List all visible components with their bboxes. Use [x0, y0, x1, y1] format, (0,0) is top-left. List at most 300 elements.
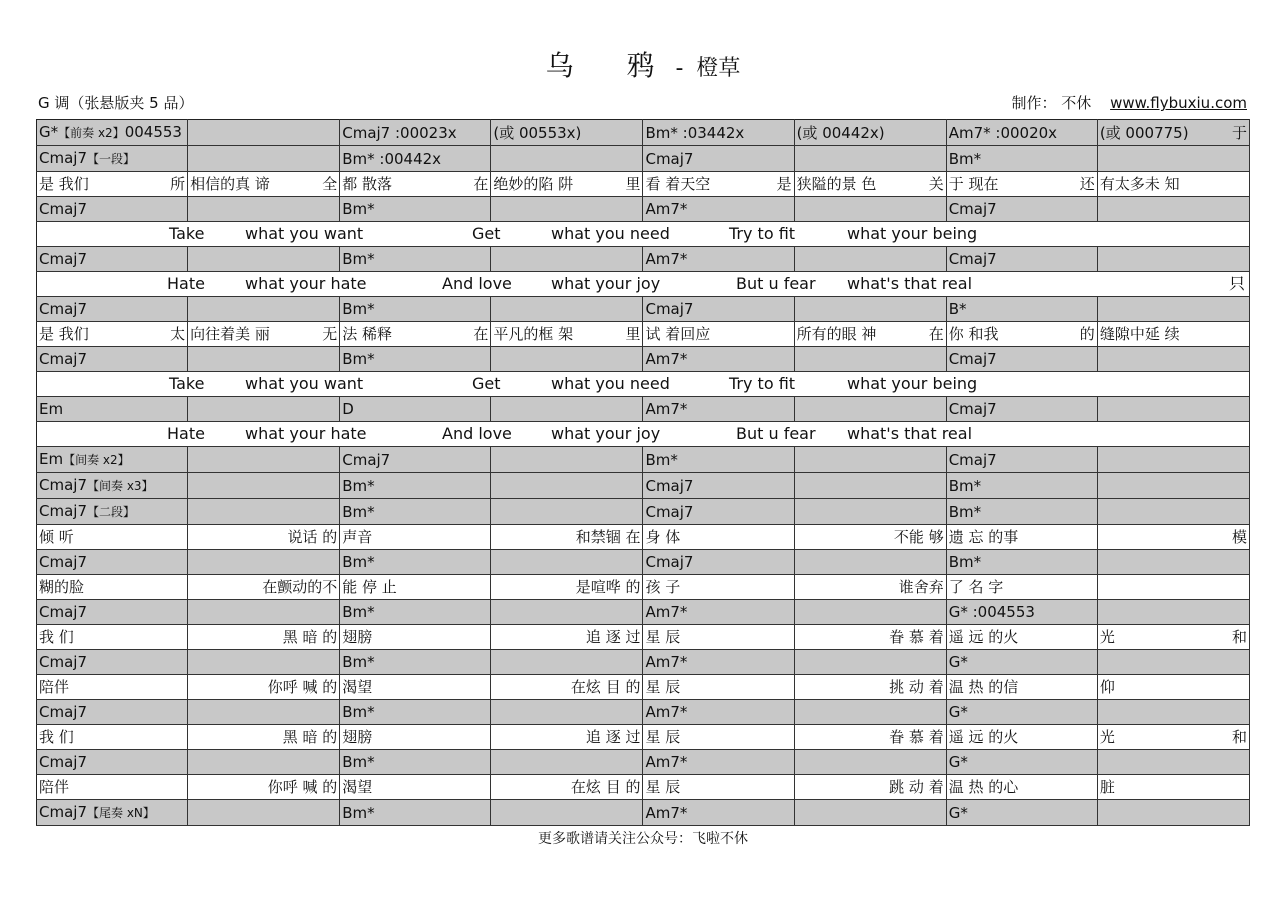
chord-cell: [794, 600, 946, 625]
chord-cell: [794, 473, 946, 499]
lyric-row: [37, 675, 1250, 700]
cell-text-left: 向往着美 丽: [190, 325, 270, 343]
cell-text-right: 全: [322, 175, 338, 193]
chord-row: [37, 750, 1250, 775]
lyric-cell: 仰: [1097, 675, 1249, 700]
chord-cell: Em【间奏 x2】: [37, 447, 188, 473]
chord-cell: [188, 700, 340, 725]
credit: [1012, 92, 1248, 113]
chord-cell: Cmaj7: [37, 750, 188, 775]
cell-text-right: 追 逐 过: [585, 728, 641, 746]
chord-cell: [491, 700, 643, 725]
lyric-cell: 星 辰: [643, 625, 794, 650]
chord-cell: [794, 550, 946, 575]
lyric-cell: 声音: [340, 525, 491, 550]
section-marker: 【尾奏 xN】: [87, 806, 155, 820]
chord-cell: Bm*: [946, 146, 1097, 172]
cell-text-left: 于 现在: [948, 175, 999, 193]
chord-cell: [188, 120, 340, 146]
cell-text-right: 在: [473, 325, 489, 343]
chord-cell: Bm*: [340, 499, 491, 525]
section-marker: 【间奏 x3】: [87, 479, 154, 493]
lyric-cell: [491, 525, 643, 550]
chord-cell: G*【前奏 x2】004553: [37, 120, 188, 146]
chord-cell: [491, 197, 643, 222]
eng-row: [37, 222, 1250, 247]
cell-text-left: 法 稀释: [342, 325, 393, 343]
cell-text-right: 无: [322, 325, 338, 343]
chord-cell: [794, 650, 946, 675]
cell-text-right: 黑 暗 的: [282, 628, 338, 646]
lyric-row: [37, 322, 1250, 347]
cell-text-right: 眷 慕 着: [889, 628, 944, 646]
section-marker: 【间奏 x2】: [63, 453, 130, 467]
chord-row: [37, 473, 1250, 499]
english-lyric-word: Try to fit: [729, 374, 796, 393]
chord-cell: [188, 297, 340, 322]
chord-cell: [794, 397, 946, 422]
english-lyric-word: what your being: [847, 224, 978, 243]
lyric-cell: [188, 322, 340, 347]
chord-cell: Cmaj7: [37, 197, 188, 222]
english-lyric-cell: [37, 272, 1250, 297]
lyric-cell: [188, 775, 340, 800]
lyric-cell: [491, 725, 643, 750]
lyric-cell: 糊的脸: [37, 575, 188, 600]
chord-row: [37, 146, 1250, 172]
lyric-cell: 孩 子: [643, 575, 794, 600]
artist-name: 橙草: [696, 56, 741, 81]
lyric-cell: 缝隙中延 续: [1097, 322, 1249, 347]
lyric-row: [37, 172, 1250, 197]
lyric-row: [37, 775, 1250, 800]
eng-row: [37, 422, 1250, 447]
chord-cell: [794, 700, 946, 725]
lyric-cell: [491, 775, 643, 800]
english-lyric-word: But u fear: [736, 274, 816, 293]
english-lyric-word: what your joy: [551, 424, 661, 443]
cell-text-right: 谁舍弃: [898, 578, 944, 596]
website-link[interactable]: www.flybuxiu.com: [1110, 94, 1247, 112]
chord-cell: [491, 750, 643, 775]
chord-cell: [1097, 247, 1249, 272]
cell-text-left: 你 和我: [948, 325, 999, 343]
lyric-cell: [491, 625, 643, 650]
chord-cell: G* :004553: [946, 600, 1097, 625]
chord-cell: Bm* :03442x: [643, 120, 794, 146]
chord-cell: Am7*: [643, 650, 794, 675]
english-lyric-word: what you need: [551, 224, 670, 243]
english-lyric-word: And love: [442, 424, 512, 443]
chord-cell: Am7*: [643, 800, 794, 826]
chord-cell: Cmaj7: [643, 146, 794, 172]
cell-text-left: 光: [1099, 728, 1115, 746]
cell-text-right: 你呼 喊 的: [267, 778, 338, 796]
lyric-cell: 遥 远 的火: [946, 625, 1097, 650]
lyric-cell: [794, 625, 946, 650]
english-lyric-word: what's that real: [847, 274, 973, 293]
cell-text-right: 模: [1231, 528, 1247, 546]
chord-cell: Cmaj7: [37, 600, 188, 625]
chord-row: [37, 550, 1250, 575]
chord-sheet: [36, 119, 1250, 826]
english-lyric-word: what your joy: [551, 274, 661, 293]
cell-text-right: 在颤动的不: [262, 578, 338, 596]
chord-cell: B*: [946, 297, 1097, 322]
lyric-cell: 翅膀: [340, 625, 491, 650]
cell-text-left: 相信的真 谛: [190, 175, 270, 193]
cell-text-left: 平凡的框 架: [493, 325, 574, 343]
chord-cell: [491, 297, 643, 322]
chord-cell: [1097, 447, 1249, 473]
chord-cell: Bm*: [340, 197, 491, 222]
lyric-cell: [491, 675, 643, 700]
lyric-cell: 试 着回应: [643, 322, 794, 347]
lyric-cell: 了 名 字: [946, 575, 1097, 600]
chord-cell: Am7*: [643, 750, 794, 775]
chord-row: [37, 247, 1250, 272]
english-lyric-word: what's that real: [847, 424, 973, 443]
lyric-row: [37, 725, 1250, 750]
chord-cell: G*: [946, 700, 1097, 725]
english-lyric-word: what you want: [245, 374, 364, 393]
english-lyric-word: what your hate: [245, 274, 367, 293]
chord-cell: [1097, 550, 1249, 575]
cell-text-left: 狭隘的景 色: [796, 175, 877, 193]
cell-text-right: 里: [625, 325, 641, 343]
english-lyric-word: what you need: [551, 374, 670, 393]
chord-cell: [491, 447, 643, 473]
chord-cell: Am7*: [643, 397, 794, 422]
chord-row: [37, 120, 1250, 146]
chord-cell: Cmaj7【间奏 x3】: [37, 473, 188, 499]
chord-cell: [1097, 297, 1249, 322]
chord-cell: [794, 447, 946, 473]
cell-text-left: 看 着天空: [645, 175, 711, 193]
english-lyric-word: Take: [169, 374, 205, 393]
chord-cell: [794, 347, 946, 372]
lyric-cell: 陪伴: [37, 775, 188, 800]
cell-text-left: 都 散落: [342, 175, 393, 193]
chord-cell: Cmaj7: [643, 550, 794, 575]
chord-cell: (或 00553x): [491, 120, 643, 146]
lyric-cell: 星 辰: [643, 675, 794, 700]
lyric-row: [37, 575, 1250, 600]
cell-text-right: 是喧哗 的: [575, 578, 641, 596]
lyric-cell: 温 热 的信: [946, 675, 1097, 700]
english-lyric-word: Take: [169, 224, 205, 243]
chord-cell: [188, 550, 340, 575]
cell-text-left: (或 000775): [1099, 123, 1189, 142]
chord-cell: [794, 247, 946, 272]
chord-cell: Cmaj7: [37, 550, 188, 575]
lyric-cell: [794, 775, 946, 800]
chord-cell: [188, 600, 340, 625]
chord-cell: Cmaj7: [643, 473, 794, 499]
chord-cell: Bm*: [340, 650, 491, 675]
chord-cell: Cmaj7: [946, 347, 1097, 372]
cell-text-right: 在炫 目 的: [570, 678, 641, 696]
chord-cell: Cmaj7: [37, 297, 188, 322]
chord-cell: [794, 197, 946, 222]
lyric-cell: 能 停 止: [340, 575, 491, 600]
lyric-cell: [188, 725, 340, 750]
chord-cell: Cmaj7: [643, 297, 794, 322]
title-separator: -: [675, 56, 684, 81]
chord-cell: [188, 197, 340, 222]
lyric-cell: 身 体: [643, 525, 794, 550]
chord-cell: [491, 247, 643, 272]
chord-cell: [188, 499, 340, 525]
chord-cell: Em: [37, 397, 188, 422]
chord-cell: Bm*: [340, 247, 491, 272]
cell-text-right: 于: [1231, 123, 1247, 142]
lyric-cell: [794, 725, 946, 750]
chord-cell: [1097, 600, 1249, 625]
cell-text-right: 关: [928, 175, 944, 193]
chord-cell: Bm*: [340, 473, 491, 499]
chord-cell: Am7*: [643, 247, 794, 272]
lyric-cell: 渴望: [340, 675, 491, 700]
chord-cell: Cmaj7: [37, 700, 188, 725]
chord-row: [37, 397, 1250, 422]
cell-text-right: 所: [170, 175, 186, 193]
chord-cell: Cmaj7: [946, 247, 1097, 272]
chord-cell: Bm*: [946, 550, 1097, 575]
chord-cell: Cmaj7: [643, 499, 794, 525]
lyric-cell: 星 辰: [643, 775, 794, 800]
chord-cell: [188, 447, 340, 473]
chord-cell: Bm*: [340, 347, 491, 372]
english-lyric-word: Hate: [167, 274, 205, 293]
english-lyric-word: And love: [442, 274, 512, 293]
chord-cell: Cmaj7【二段】: [37, 499, 188, 525]
lyric-cell: [188, 675, 340, 700]
chord-cell: [188, 800, 340, 826]
chord-cell: Bm* :00442x: [340, 146, 491, 172]
chord-cell: Cmaj7: [946, 397, 1097, 422]
lyric-cell: [188, 525, 340, 550]
cell-text-right: 在: [928, 325, 944, 343]
english-lyric-cell: [37, 372, 1250, 397]
lyric-cell: [340, 322, 491, 347]
song-title: [0, 44, 1286, 84]
chord-cell: Bm*: [946, 473, 1097, 499]
lyric-cell: 翅膀: [340, 725, 491, 750]
credit-label: 制作：: [1011, 94, 1057, 112]
chord-cell: [491, 473, 643, 499]
footer-note: 更多歌谱请关注公众号：飞啦不休: [538, 831, 748, 847]
lyric-cell: [188, 625, 340, 650]
chord-cell: [188, 397, 340, 422]
lyric-cell: [794, 525, 946, 550]
cell-text-right: 说话 的: [287, 528, 338, 546]
chord-cell: [491, 499, 643, 525]
cell-text-right: 里: [625, 175, 641, 193]
chord-cell: G*: [946, 800, 1097, 826]
lyric-cell: [794, 675, 946, 700]
chord-cell: [1097, 146, 1249, 172]
lyric-cell: 倾 听: [37, 525, 188, 550]
chord-cell: Bm*: [340, 600, 491, 625]
cell-text-right: 跳 动 着: [889, 778, 944, 796]
cell-text-left: 是 我们: [39, 175, 89, 193]
lyric-cell: 脏: [1097, 775, 1249, 800]
chord-cell: [1097, 800, 1249, 826]
english-lyric-cell: [37, 422, 1250, 447]
lyric-row: [37, 625, 1250, 650]
chord-cell: [491, 550, 643, 575]
chord-cell: [491, 347, 643, 372]
lyric-cell: [1097, 575, 1249, 600]
chord-cell: Bm*: [340, 700, 491, 725]
cell-text-left: 光: [1099, 628, 1115, 646]
english-lyric-word: what your being: [847, 374, 978, 393]
english-lyric-word: Get: [472, 374, 501, 393]
chord-cell: [1097, 120, 1249, 146]
chord-cell: Cmaj7: [37, 247, 188, 272]
chord-cell: Cmaj7 :00023x: [340, 120, 491, 146]
chord-cell: [794, 750, 946, 775]
lyric-row: [37, 525, 1250, 550]
chord-row: [37, 447, 1250, 473]
lyric-cell: 遗 忘 的事: [946, 525, 1097, 550]
cell-text-right: 和: [1231, 628, 1247, 646]
lyric-cell: 星 辰: [643, 725, 794, 750]
cell-text-left: 是 我们: [39, 325, 89, 343]
chord-cell: [491, 650, 643, 675]
chord-cell: G*: [946, 750, 1097, 775]
chord-cell: [188, 650, 340, 675]
english-lyric-word: But u fear: [736, 424, 816, 443]
chord-cell: [188, 146, 340, 172]
cell-text-left: 绝妙的陷 阱: [493, 175, 574, 193]
chord-cell: Cmaj7【一段】: [37, 146, 188, 172]
chord-cell: Am7* :00020x: [946, 120, 1097, 146]
lyric-cell: [188, 172, 340, 197]
cell-text-right: 不能 够: [893, 528, 944, 546]
key-info: G 调（张悬版夹 5 品）: [38, 94, 194, 112]
chord-cell: [1097, 650, 1249, 675]
cell-text-right: 追 逐 过: [585, 628, 641, 646]
cell-text-right: 眷 慕 着: [889, 728, 944, 746]
cell-text-right: 和禁锢 在: [575, 528, 641, 546]
section-marker: 【一段】: [87, 152, 136, 166]
cell-text-right: 的: [1079, 325, 1095, 343]
lyric-cell: [491, 322, 643, 347]
chord-cell: [1097, 397, 1249, 422]
chord-cell: [1097, 700, 1249, 725]
cell-text-right: 还: [1079, 175, 1095, 193]
chord-row: [37, 197, 1250, 222]
credit-name: 不休: [1061, 94, 1092, 112]
english-lyric-word: 只: [1229, 274, 1246, 293]
chord-cell: G*: [946, 650, 1097, 675]
lyric-cell: [1097, 525, 1249, 550]
chord-cell: [491, 800, 643, 826]
chord-cell: [188, 347, 340, 372]
chord-cell: Cmaj7: [37, 650, 188, 675]
lyric-cell: [1097, 625, 1249, 650]
chord-cell: [491, 146, 643, 172]
cell-text-right: 你呼 喊 的: [267, 678, 338, 696]
chord-cell: Bm*: [340, 800, 491, 826]
chord-cell: [1097, 473, 1249, 499]
chord-cell: [1097, 197, 1249, 222]
eng-row: [37, 272, 1250, 297]
chord-cell: Am7*: [643, 700, 794, 725]
chord-cell: Cmaj7: [340, 447, 491, 473]
eng-row: [37, 372, 1250, 397]
cell-text-right: 和: [1231, 728, 1247, 746]
chord-row: [37, 650, 1250, 675]
chord-cell: Cmaj7【尾奏 xN】: [37, 800, 188, 826]
chord-cell: [794, 146, 946, 172]
chord-row: [37, 800, 1250, 826]
lyric-cell: [491, 575, 643, 600]
chord-cell: [794, 800, 946, 826]
cell-text-right: 黑 暗 的: [282, 728, 338, 746]
lyric-cell: 陪伴: [37, 675, 188, 700]
section-marker: 【二段】: [87, 505, 136, 519]
chord-cell: Bm*: [340, 750, 491, 775]
lyric-cell: [188, 575, 340, 600]
chord-cell: [491, 397, 643, 422]
chord-row: [37, 700, 1250, 725]
chord-cell: Cmaj7: [946, 447, 1097, 473]
lyric-cell: 遥 远 的火: [946, 725, 1097, 750]
section-marker: 【前奏 x2】: [58, 126, 125, 140]
chord-cell: Bm*: [340, 550, 491, 575]
chord-row: [37, 347, 1250, 372]
lyric-cell: [643, 172, 794, 197]
lyric-cell: [946, 172, 1097, 197]
chord-cell: [491, 600, 643, 625]
chord-cell: [794, 499, 946, 525]
chord-cell: Bm*: [340, 297, 491, 322]
chord-cell: Bm*: [643, 447, 794, 473]
lyric-cell: [491, 172, 643, 197]
chord-cell: Bm*: [946, 499, 1097, 525]
lyric-cell: [946, 322, 1097, 347]
chord-cell: [188, 750, 340, 775]
song-name: 乌 鸦: [545, 49, 677, 82]
cell-text-right: 太: [170, 325, 186, 343]
chord-cell: Am7*: [643, 197, 794, 222]
lyric-cell: 我 们: [37, 625, 188, 650]
chord-cell: [1097, 499, 1249, 525]
lyric-cell: [37, 322, 188, 347]
lyric-cell: 渴望: [340, 775, 491, 800]
chord-cell: Cmaj7: [37, 347, 188, 372]
cell-text-right: 在: [473, 175, 489, 193]
chord-row: [37, 297, 1250, 322]
lyric-cell: 有太多未 知: [1097, 172, 1249, 197]
chord-cell: Am7*: [643, 600, 794, 625]
english-lyric-word: Get: [472, 224, 501, 243]
lyric-cell: 温 热 的心: [946, 775, 1097, 800]
lyric-cell: [37, 172, 188, 197]
lyric-cell: [1097, 725, 1249, 750]
english-lyric-word: what you want: [245, 224, 364, 243]
chord-row: [37, 499, 1250, 525]
english-lyric-word: Hate: [167, 424, 205, 443]
chord-cell: [188, 247, 340, 272]
english-lyric-word: Try to fit: [729, 224, 796, 243]
chord-cell: [794, 297, 946, 322]
lyric-cell: [794, 172, 946, 197]
english-lyric-cell: [37, 222, 1250, 247]
